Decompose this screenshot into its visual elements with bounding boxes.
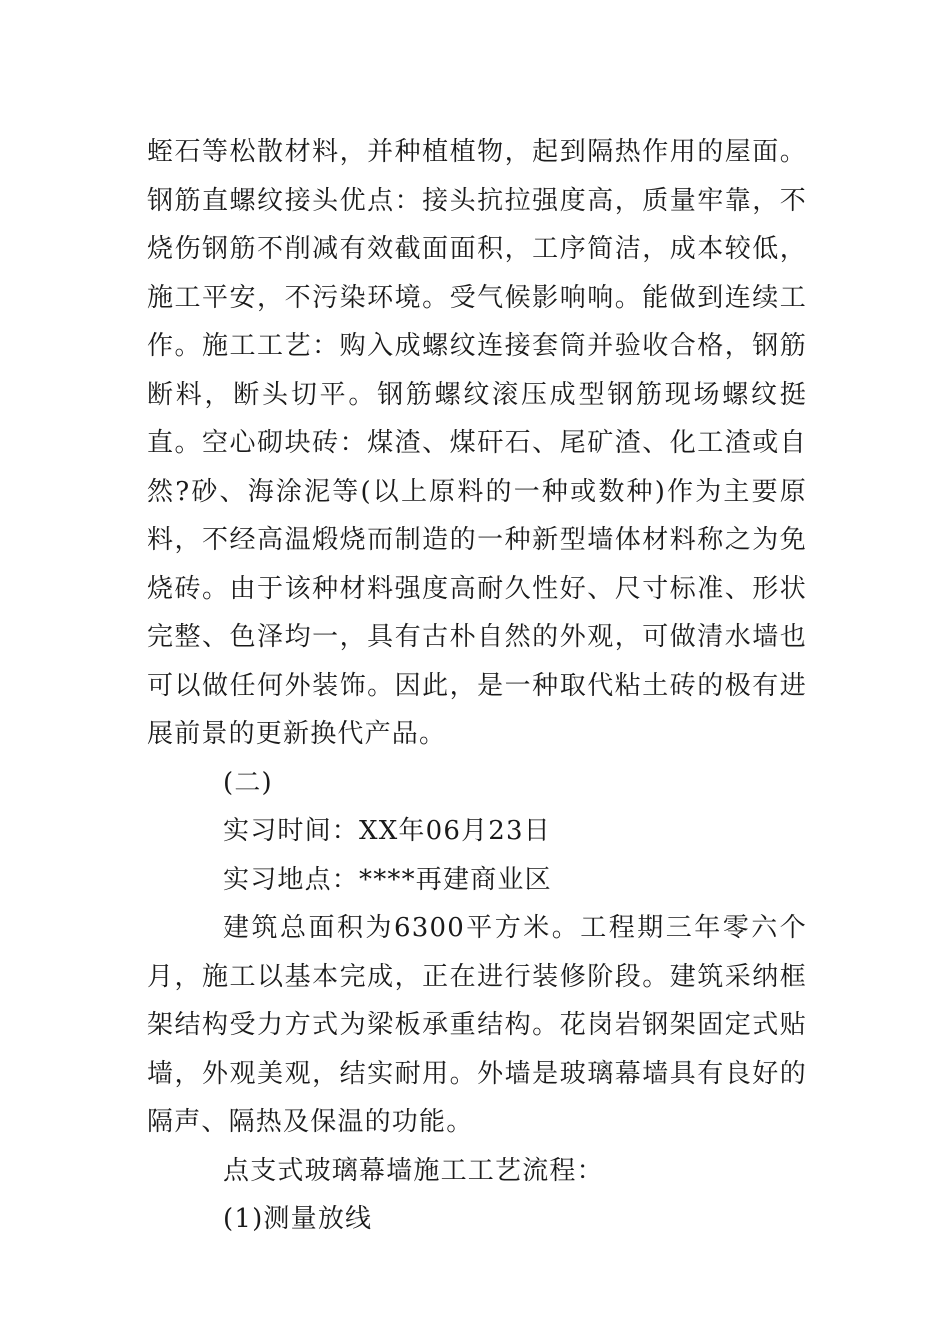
document-page [147, 128, 807, 1244]
internship-time: 实习时间：XX年06月23日 [223, 816, 551, 846]
building-description-paragraph: 建筑总面积为6300平方米。工程期三年零六个月，施工以基本完成，正在进行装修阶段。建筑采纳框架结构受力方式为梁板承重结构。花岗岩钢架固定式贴墙，外观美观，结实耐用。外墙是玻璃幕墙具有良好的隔声、隔热及保温的功能。 [147, 913, 807, 1137]
section-heading: (二) [223, 767, 273, 798]
body-paragraph: 蛭石等松散材料，并种植植物，起到隔热作用的屋面。钢筋直螺纹接头优点：接头抗拉强度高，质量牢靠，不烧伤钢筋不削减有效截面面积，工序简洁，成本较低，施工平安，不污染环境。受气候影响响。能做到连续工作。施工工艺：购入成螺纹连接套筒并验收合格，钢筋断料，断头切平。钢筋螺纹滚压成型钢筋现场螺纹挺直。空心砌块砖：煤渣、煤矸石、尾矿渣、化工渣或自然?砂、海涂泥等(以上原料的一种或数种)作为主要原料，不经高温煅烧而制造的一种新型墙体材料称之为免烧砖。由于该种材料强度高耐久性好、尺寸标准、形状完整、色泽均一，具有古朴自然的外观，可做清水墙也可以做任何外装饰。因此，是一种取代粘土砖的极有进展前景的更新换代产品。 [147, 137, 807, 749]
process-step: (1)测量放线 [223, 1204, 373, 1234]
internship-location: 实习地点：****再建商业区 [223, 864, 552, 895]
process-title: 点支式玻璃幕墙施工工艺流程： [223, 1155, 604, 1186]
